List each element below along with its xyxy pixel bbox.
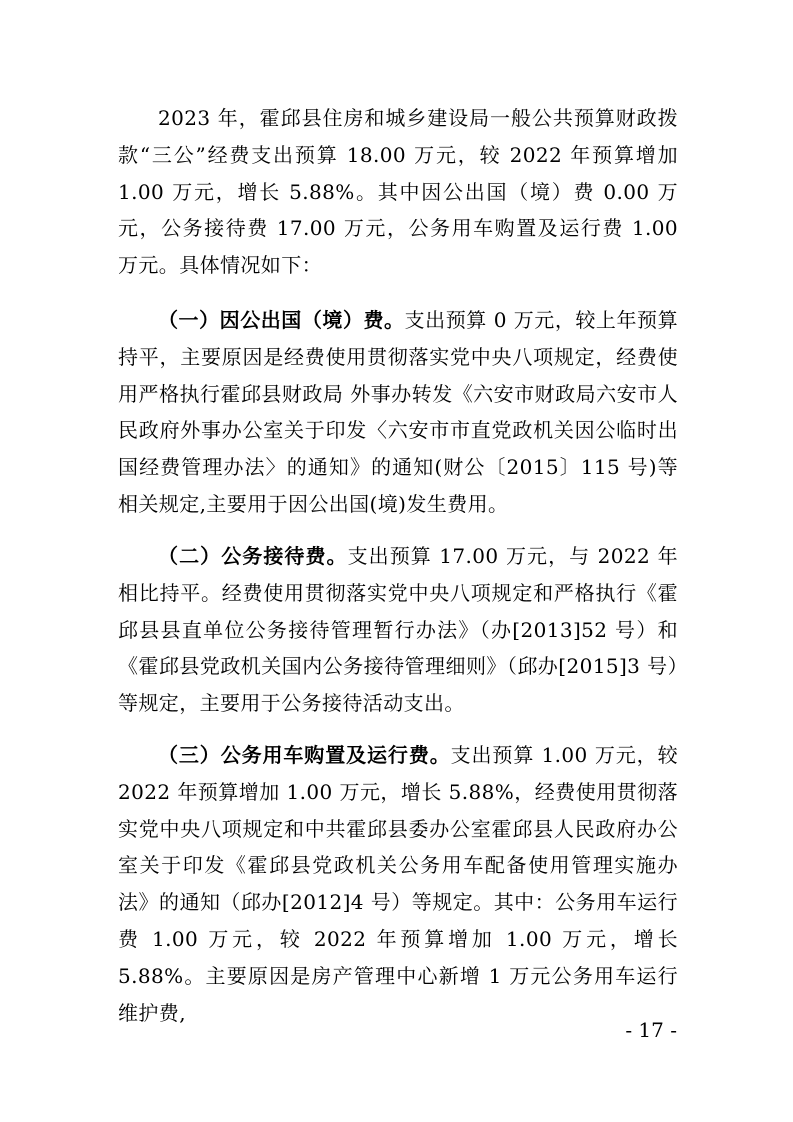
paragraph-overseas-travel bbox=[118, 302, 678, 523]
paragraph-vehicles bbox=[118, 737, 678, 1031]
paragraph-summary-text: 2023 年，霍邱县住房和城乡建设局一般公共预算财政拨款“三公”经费支出预算 18.00 万元，较 2022 年预算增加 1.00 万元，增长 5.88%。其中因公出国（境）费 0.00 万元，公务接待费 17.00 万元，公务用车购置及运行费 1.00 万元。具体情况如下： bbox=[118, 106, 678, 278]
paragraph-summary bbox=[118, 100, 678, 284]
section-body-overseas-travel: 支出预算 0 万元，较上年预算持平，主要原因是经费使用贯彻落实党中央八项规定，经费使用严格执行霍邱县财政局 外事办转发《六安市财政局六安市人民政府外事办公室关于印发〈六安市市直党政机关因公临时出国经费管理办法〉的通知》的通知(财公〔2015〕115 号)等相关规定,主要用于因公出国(境)发生费用。 bbox=[118, 308, 678, 516]
paragraph-reception bbox=[118, 538, 678, 722]
section-heading-vehicles: （三）公务用车购置及运行费。 bbox=[158, 743, 451, 767]
section-heading-reception: （二）公务接待费。 bbox=[158, 544, 348, 568]
page-number: - 17 - bbox=[625, 1018, 677, 1042]
section-body-vehicles: 支出预算 1.00 万元，较 2022 年预算增加 1.00 万元，增长 5.88%，经费使用贯彻落实党中央八项规定和中共霍邱县委办公室霍邱县人民政府办公室关于印发《霍邱县党政机关公务用车配备使用管理实施办法》的通知（邱办[2012]4 号）等规定。其中：公务用车运行费 1.00 万元，较 2022 年预算增加 1.00 万元，增长 5.88%。主要原因是房产管理中心新增 1 万元公务用车运行维护费, bbox=[118, 743, 678, 1025]
section-heading-overseas-travel: （一）因公出国（境）费。 bbox=[158, 308, 405, 332]
section-body-reception: 支出预算 17.00 万元，与 2022 年相比持平。经费使用贯彻落实党中央八项规定和严格执行《霍邱县县直单位公务接待管理暂行办法》（办[2013]52 号）和《霍邱县党政机关国内公务接待管理细则》（邱办[2015]3 号）等规定，主要用于公务接待活动支出。 bbox=[118, 544, 678, 716]
